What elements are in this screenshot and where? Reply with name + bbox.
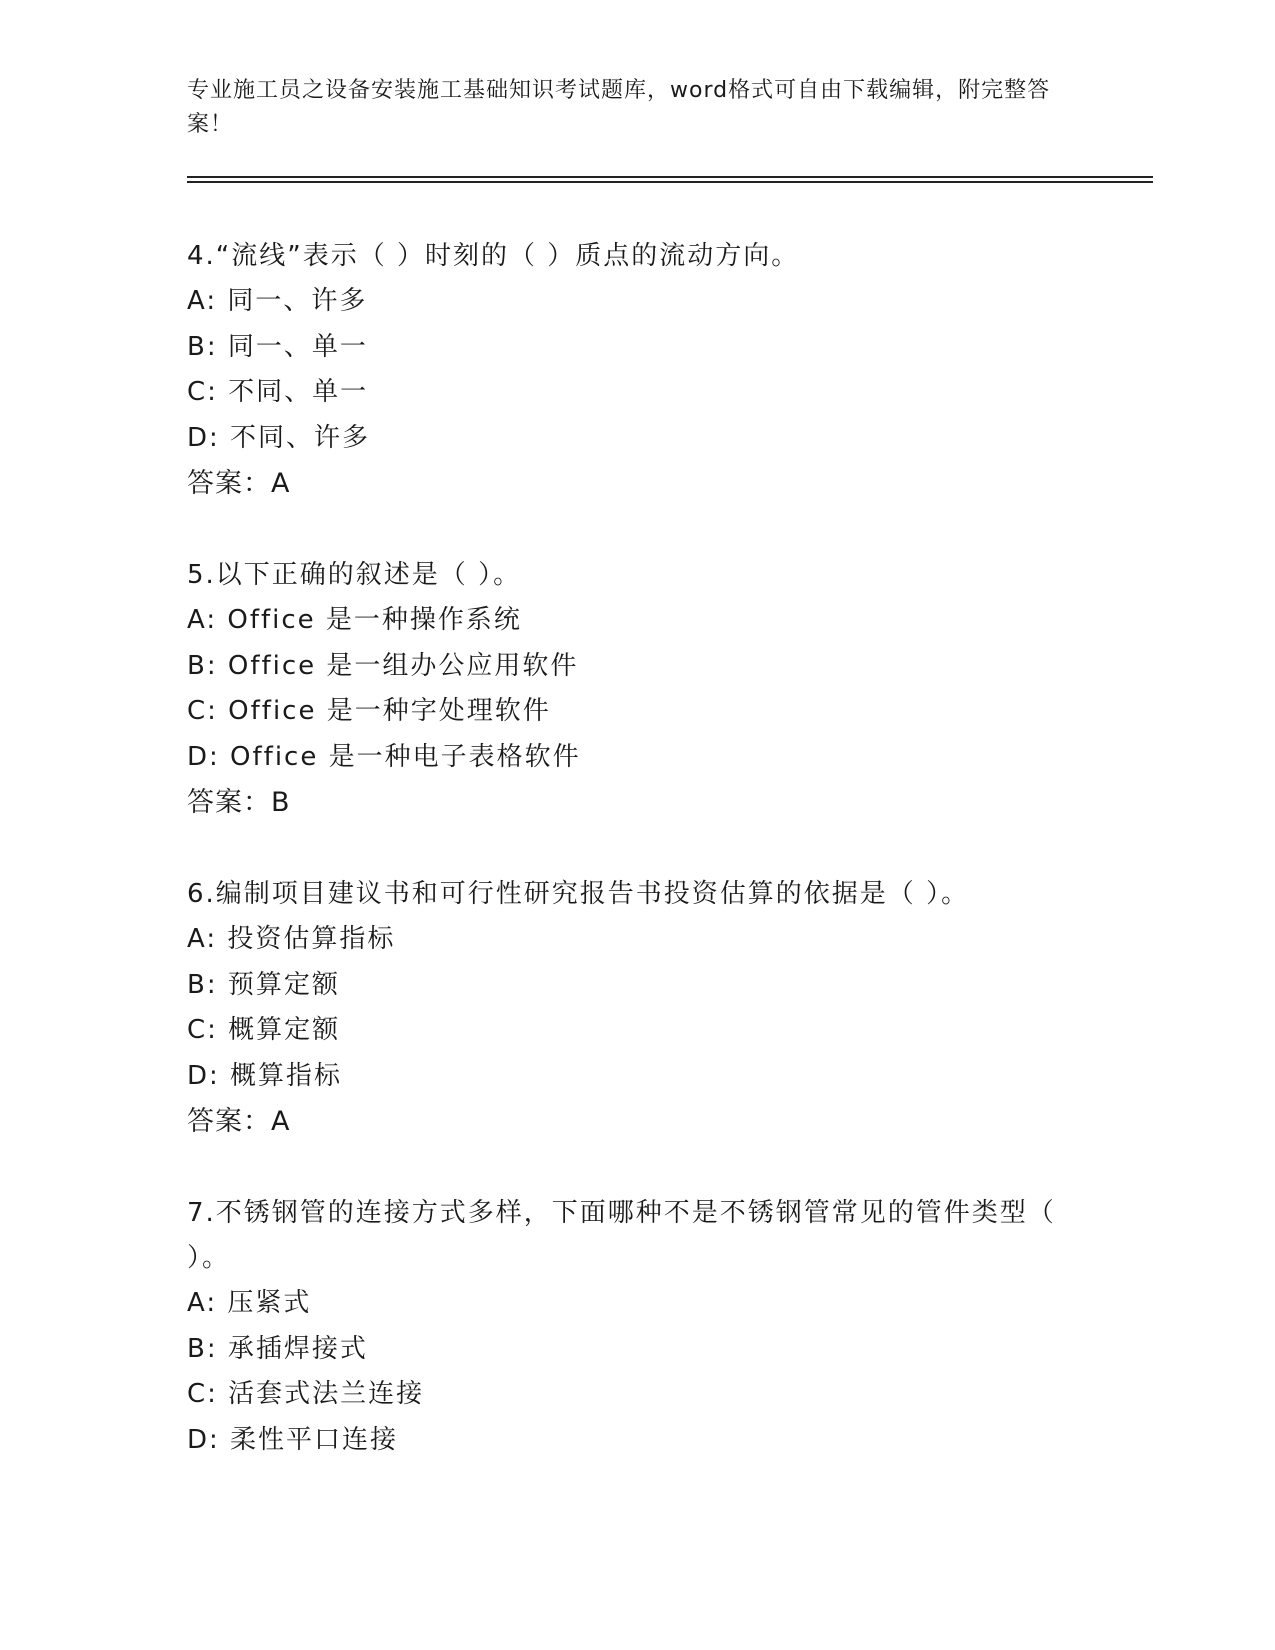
header-divider-top (187, 176, 1153, 178)
option-a: A: 压紧式 (187, 1288, 312, 1318)
question-5 (187, 553, 1087, 826)
option-a: A: 投资估算指标 (187, 924, 396, 954)
question-7 (187, 1191, 1087, 1463)
option-b: B: 预算定额 (187, 969, 340, 1000)
answer: 答案：A (187, 1106, 291, 1137)
option-a: A: Office 是一种操作系统 (187, 605, 522, 635)
header-divider-bottom (187, 181, 1153, 183)
option-b: B: 承插焊接式 (187, 1333, 368, 1364)
question-stem: 4.“流线”表示（ ）时刻的（ ）质点的流动方向。 (187, 241, 800, 271)
option-c: C: 活套式法兰连接 (187, 1379, 425, 1409)
question-6 (187, 872, 1087, 1145)
option-b: B: Office 是一组办公应用软件 (187, 650, 579, 681)
option-c: C: 不同、单一 (187, 377, 369, 407)
option-c: C: 概算定额 (187, 1015, 341, 1045)
question-stem: 5.以下正确的叙述是（ ）。 (187, 560, 522, 590)
option-d: D: 概算指标 (187, 1060, 343, 1091)
option-b: B: 同一、单一 (187, 331, 368, 362)
option-a: A: 同一、许多 (187, 286, 368, 316)
option-d: D: 柔性平口连接 (187, 1424, 399, 1455)
question-4 (187, 234, 1087, 507)
question-stem: 7.不锈钢管的连接方式多样，下面哪种不是不锈钢管常见的管件类型（ ）。 (187, 1198, 1056, 1273)
question-stem: 6.编制项目建议书和可行性研究报告书投资估算的依据是（ ）。 (187, 879, 970, 909)
answer: 答案：B (187, 787, 291, 818)
option-d: D: Office 是一种电子表格软件 (187, 741, 581, 772)
document-header (187, 74, 1067, 142)
option-c: C: Office 是一种字处理软件 (187, 696, 551, 726)
option-d: D: 不同、许多 (187, 422, 371, 453)
header-title: 专业施工员之设备安装施工基础知识考试题库，word格式可自由下载编辑，附完整答案！ (187, 78, 1051, 137)
answer: 答案：A (187, 468, 291, 499)
